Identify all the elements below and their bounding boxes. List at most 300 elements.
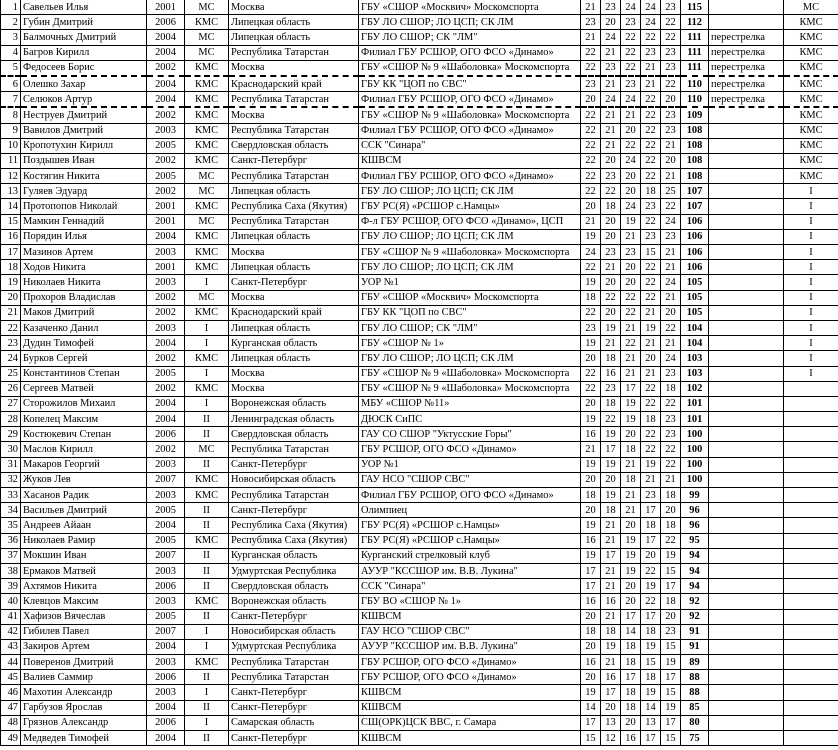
series-4-cell: 23 bbox=[641, 488, 661, 503]
table-row bbox=[1, 184, 838, 199]
sport-rank-cell: I bbox=[185, 624, 229, 639]
birth-year-cell: 2003 bbox=[147, 275, 185, 290]
series-1-cell: 17 bbox=[581, 579, 601, 594]
series-4-cell: 22 bbox=[641, 563, 661, 578]
organization-cell: ГБУ РСШОР, ОГО ФСО «Динамо» bbox=[359, 670, 581, 685]
total-score-cell: 94 bbox=[681, 563, 709, 578]
achieved-rank-cell bbox=[784, 488, 838, 503]
organization-cell: ГБУ РСШОР, ОГО ФСО «Динамо» bbox=[359, 655, 581, 670]
athlete-name-cell: Селюков Артур bbox=[21, 92, 147, 108]
series-1-cell: 18 bbox=[581, 624, 601, 639]
sport-rank-cell: КМС bbox=[185, 229, 229, 244]
place-cell: 44 bbox=[1, 655, 21, 670]
total-score-cell: 104 bbox=[681, 320, 709, 335]
place-cell: 25 bbox=[1, 366, 21, 381]
birth-year-cell: 2001 bbox=[147, 0, 185, 15]
series-2-cell: 21 bbox=[601, 518, 621, 533]
region-cell: Удмуртская Республика bbox=[229, 563, 359, 578]
birth-year-cell: 2006 bbox=[147, 427, 185, 442]
achieved-rank-cell bbox=[784, 396, 838, 411]
athlete-name-cell: Маков Дмитрий bbox=[21, 305, 147, 320]
note-cell bbox=[709, 472, 784, 487]
achieved-rank-cell: I bbox=[784, 214, 838, 229]
place-cell: 24 bbox=[1, 351, 21, 366]
series-5-cell: 25 bbox=[661, 184, 681, 199]
achieved-rank-cell: I bbox=[784, 366, 838, 381]
series-3-cell: 17 bbox=[621, 381, 641, 396]
series-1-cell: 20 bbox=[581, 396, 601, 411]
region-cell: Курганская область bbox=[229, 336, 359, 351]
place-cell: 42 bbox=[1, 624, 21, 639]
region-cell: Свердловская область bbox=[229, 579, 359, 594]
series-4-cell: 21 bbox=[641, 60, 661, 76]
series-4-cell: 20 bbox=[641, 548, 661, 563]
sport-rank-cell: II bbox=[185, 700, 229, 715]
note-cell bbox=[709, 396, 784, 411]
achieved-rank-cell: I bbox=[784, 305, 838, 320]
region-cell: Санкт-Петербург bbox=[229, 685, 359, 700]
series-3-cell: 21 bbox=[621, 320, 641, 335]
series-3-cell: 24 bbox=[621, 153, 641, 168]
series-4-cell: 22 bbox=[641, 92, 661, 108]
series-3-cell: 21 bbox=[621, 503, 641, 518]
achieved-rank-cell: I bbox=[784, 275, 838, 290]
series-5-cell: 15 bbox=[661, 731, 681, 746]
sport-rank-cell: I bbox=[185, 336, 229, 351]
table-row bbox=[1, 260, 838, 275]
series-4-cell: 22 bbox=[641, 169, 661, 184]
note-cell bbox=[709, 639, 784, 654]
athlete-name-cell: Федосеев Борис bbox=[21, 60, 147, 76]
note-cell bbox=[709, 503, 784, 518]
note-cell bbox=[709, 518, 784, 533]
birth-year-cell: 2003 bbox=[147, 123, 185, 138]
organization-cell: ГБУ КК "ЦОП по СВС" bbox=[359, 305, 581, 320]
achieved-rank-cell: I bbox=[784, 290, 838, 305]
series-3-cell: 19 bbox=[621, 533, 641, 548]
series-2-cell: 22 bbox=[601, 290, 621, 305]
total-score-cell: 107 bbox=[681, 199, 709, 214]
birth-year-cell: 2005 bbox=[147, 503, 185, 518]
note-cell bbox=[709, 594, 784, 609]
achieved-rank-cell bbox=[784, 731, 838, 746]
total-score-cell: 106 bbox=[681, 214, 709, 229]
athlete-name-cell: Костягин Никита bbox=[21, 169, 147, 184]
series-2-cell: 19 bbox=[601, 488, 621, 503]
series-5-cell: 21 bbox=[661, 169, 681, 184]
organization-cell: КШВСМ bbox=[359, 700, 581, 715]
series-3-cell: 19 bbox=[621, 396, 641, 411]
table-row bbox=[1, 715, 838, 730]
series-1-cell: 22 bbox=[581, 184, 601, 199]
series-4-cell: 23 bbox=[641, 229, 661, 244]
place-cell: 38 bbox=[1, 563, 21, 578]
series-4-cell: 21 bbox=[641, 76, 661, 92]
athlete-name-cell: Николаев Никита bbox=[21, 275, 147, 290]
note-cell: перестрелка bbox=[709, 45, 784, 60]
total-score-cell: 75 bbox=[681, 731, 709, 746]
series-2-cell: 21 bbox=[601, 123, 621, 138]
region-cell: Санкт-Петербург bbox=[229, 275, 359, 290]
note-cell bbox=[709, 199, 784, 214]
achieved-rank-cell: КМС bbox=[784, 30, 838, 45]
series-5-cell: 23 bbox=[661, 412, 681, 427]
series-4-cell: 22 bbox=[641, 123, 661, 138]
total-score-cell: 94 bbox=[681, 548, 709, 563]
table-row bbox=[1, 351, 838, 366]
sport-rank-cell: II bbox=[185, 457, 229, 472]
table-row bbox=[1, 290, 838, 305]
series-3-cell: 23 bbox=[621, 15, 641, 30]
sport-rank-cell: I bbox=[185, 685, 229, 700]
total-score-cell: 99 bbox=[681, 488, 709, 503]
total-score-cell: 110 bbox=[681, 92, 709, 108]
organization-cell: ГАУ СО СШОР "Уктусские Горы" bbox=[359, 427, 581, 442]
achieved-rank-cell: КМС bbox=[784, 15, 838, 30]
total-score-cell: 91 bbox=[681, 624, 709, 639]
place-cell: 13 bbox=[1, 184, 21, 199]
organization-cell: АУУР "КССШОР им. В.В. Лукина" bbox=[359, 563, 581, 578]
table-row bbox=[1, 320, 838, 335]
series-1-cell: 18 bbox=[581, 290, 601, 305]
table-row bbox=[1, 609, 838, 624]
series-4-cell: 24 bbox=[641, 0, 661, 15]
series-4-cell: 22 bbox=[641, 396, 661, 411]
organization-cell: Филиал ГБУ РСШОР, ОГО ФСО «Динамо» bbox=[359, 45, 581, 60]
series-4-cell: 18 bbox=[641, 670, 661, 685]
region-cell: Липецкая область bbox=[229, 15, 359, 30]
table-row bbox=[1, 427, 838, 442]
birth-year-cell: 2004 bbox=[147, 45, 185, 60]
series-1-cell: 21 bbox=[581, 442, 601, 457]
athlete-name-cell: Багров Кирилл bbox=[21, 45, 147, 60]
note-cell bbox=[709, 548, 784, 563]
organization-cell: Филиал ГБУ РСШОР, ОГО ФСО «Динамо» bbox=[359, 488, 581, 503]
series-5-cell: 22 bbox=[661, 76, 681, 92]
series-2-cell: 23 bbox=[601, 0, 621, 15]
series-2-cell: 22 bbox=[601, 412, 621, 427]
place-cell: 20 bbox=[1, 290, 21, 305]
series-5-cell: 20 bbox=[661, 92, 681, 108]
series-3-cell: 21 bbox=[621, 366, 641, 381]
achieved-rank-cell: I bbox=[784, 184, 838, 199]
table-row bbox=[1, 245, 838, 260]
series-5-cell: 19 bbox=[661, 655, 681, 670]
table-row bbox=[1, 229, 838, 244]
region-cell: Республика Татарстан bbox=[229, 214, 359, 229]
note-cell bbox=[709, 169, 784, 184]
region-cell: Республика Татарстан bbox=[229, 442, 359, 457]
organization-cell: ССК "Синара" bbox=[359, 138, 581, 153]
sport-rank-cell: МС bbox=[185, 442, 229, 457]
place-cell: 26 bbox=[1, 381, 21, 396]
athlete-name-cell: Губин Дмитрий bbox=[21, 15, 147, 30]
note-cell bbox=[709, 412, 784, 427]
region-cell: Липецкая область bbox=[229, 229, 359, 244]
table-row bbox=[1, 700, 838, 715]
series-1-cell: 20 bbox=[581, 639, 601, 654]
place-cell: 23 bbox=[1, 336, 21, 351]
region-cell: Республика Татарстан bbox=[229, 488, 359, 503]
series-1-cell: 16 bbox=[581, 427, 601, 442]
series-2-cell: 21 bbox=[601, 336, 621, 351]
athlete-name-cell: Бурков Сергей bbox=[21, 351, 147, 366]
series-2-cell: 17 bbox=[601, 442, 621, 457]
birth-year-cell: 2002 bbox=[147, 442, 185, 457]
region-cell: Москва bbox=[229, 107, 359, 123]
series-4-cell: 18 bbox=[641, 184, 661, 199]
achieved-rank-cell bbox=[784, 533, 838, 548]
birth-year-cell: 2004 bbox=[147, 336, 185, 351]
total-score-cell: 85 bbox=[681, 700, 709, 715]
note-cell bbox=[709, 685, 784, 700]
series-4-cell: 22 bbox=[641, 594, 661, 609]
place-cell: 9 bbox=[1, 123, 21, 138]
achieved-rank-cell bbox=[784, 624, 838, 639]
place-cell: 7 bbox=[1, 92, 21, 108]
series-4-cell: 23 bbox=[641, 45, 661, 60]
note-cell bbox=[709, 305, 784, 320]
series-4-cell: 23 bbox=[641, 199, 661, 214]
note-cell bbox=[709, 0, 784, 15]
table-row bbox=[1, 442, 838, 457]
sport-rank-cell: I bbox=[185, 366, 229, 381]
series-1-cell: 18 bbox=[581, 488, 601, 503]
athlete-name-cell: Сторожилов Михаил bbox=[21, 396, 147, 411]
birth-year-cell: 2002 bbox=[147, 153, 185, 168]
birth-year-cell: 2004 bbox=[147, 76, 185, 92]
series-3-cell: 20 bbox=[621, 123, 641, 138]
organization-cell: ГБУ ЛО СШОР; СК "ЛМ" bbox=[359, 30, 581, 45]
achieved-rank-cell: МС bbox=[784, 0, 838, 15]
achieved-rank-cell: КМС bbox=[784, 153, 838, 168]
note-cell bbox=[709, 731, 784, 746]
series-1-cell: 23 bbox=[581, 15, 601, 30]
achieved-rank-cell: I bbox=[784, 351, 838, 366]
region-cell: Республика Татарстан bbox=[229, 45, 359, 60]
sport-rank-cell: I bbox=[185, 396, 229, 411]
note-cell bbox=[709, 488, 784, 503]
total-score-cell: 110 bbox=[681, 76, 709, 92]
sport-rank-cell: КМС bbox=[185, 351, 229, 366]
note-cell bbox=[709, 229, 784, 244]
athlete-name-cell: Ходов Никита bbox=[21, 260, 147, 275]
birth-year-cell: 2002 bbox=[147, 381, 185, 396]
table-row bbox=[1, 123, 838, 138]
series-2-cell: 20 bbox=[601, 472, 621, 487]
table-row bbox=[1, 457, 838, 472]
series-2-cell: 16 bbox=[601, 594, 621, 609]
series-2-cell: 20 bbox=[601, 15, 621, 30]
birth-year-cell: 2007 bbox=[147, 548, 185, 563]
achieved-rank-cell bbox=[784, 427, 838, 442]
table-row bbox=[1, 594, 838, 609]
achieved-rank-cell: КМС bbox=[784, 76, 838, 92]
achieved-rank-cell bbox=[784, 503, 838, 518]
organization-cell: СШ(ОРК)ЦСК ВВС, г. Самара bbox=[359, 715, 581, 730]
organization-cell: Филиал ГБУ РСШОР, ОГО ФСО «Динамо» bbox=[359, 169, 581, 184]
achieved-rank-cell bbox=[784, 548, 838, 563]
organization-cell: ГАУ НСО "СШОР СВС" bbox=[359, 624, 581, 639]
series-1-cell: 20 bbox=[581, 199, 601, 214]
series-3-cell: 18 bbox=[621, 442, 641, 457]
note-cell bbox=[709, 563, 784, 578]
note-cell bbox=[709, 245, 784, 260]
athlete-name-cell: Жуков Лев bbox=[21, 472, 147, 487]
place-cell: 43 bbox=[1, 639, 21, 654]
series-3-cell: 22 bbox=[621, 45, 641, 60]
organization-cell: УОР №1 bbox=[359, 275, 581, 290]
region-cell: Воронежская область bbox=[229, 594, 359, 609]
table-row bbox=[1, 412, 838, 427]
series-5-cell: 23 bbox=[661, 624, 681, 639]
organization-cell: Филиал ГБУ РСШОР, ОГО ФСО «Динамо» bbox=[359, 92, 581, 108]
total-score-cell: 92 bbox=[681, 594, 709, 609]
series-1-cell: 22 bbox=[581, 107, 601, 123]
place-cell: 11 bbox=[1, 153, 21, 168]
achieved-rank-cell bbox=[784, 639, 838, 654]
region-cell: Республика Саха (Якутия) bbox=[229, 533, 359, 548]
table-row bbox=[1, 138, 838, 153]
place-cell: 10 bbox=[1, 138, 21, 153]
total-score-cell: 88 bbox=[681, 670, 709, 685]
athlete-name-cell: Порядин Илья bbox=[21, 229, 147, 244]
series-4-cell: 17 bbox=[641, 609, 661, 624]
series-5-cell: 17 bbox=[661, 579, 681, 594]
athlete-name-cell: Медведев Тимофей bbox=[21, 731, 147, 746]
series-2-cell: 18 bbox=[601, 396, 621, 411]
organization-cell: ГБУ ЛО СШОР; ЛО ЦСП; СК ЛМ bbox=[359, 260, 581, 275]
region-cell: Республика Татарстан bbox=[229, 123, 359, 138]
series-4-cell: 22 bbox=[641, 275, 661, 290]
series-2-cell: 20 bbox=[601, 275, 621, 290]
note-cell bbox=[709, 184, 784, 199]
achieved-rank-cell: КМС bbox=[784, 107, 838, 123]
organization-cell: ГБУ РС(Я) «РСШОР с.Намцы» bbox=[359, 199, 581, 214]
note-cell bbox=[709, 700, 784, 715]
place-cell: 46 bbox=[1, 685, 21, 700]
achieved-rank-cell bbox=[784, 700, 838, 715]
achieved-rank-cell: КМС bbox=[784, 138, 838, 153]
note-cell bbox=[709, 609, 784, 624]
region-cell: Москва bbox=[229, 366, 359, 381]
note-cell bbox=[709, 15, 784, 30]
athlete-name-cell: Кропотухин Кирилл bbox=[21, 138, 147, 153]
table-row bbox=[1, 92, 838, 108]
series-2-cell: 21 bbox=[601, 45, 621, 60]
total-score-cell: 111 bbox=[681, 45, 709, 60]
series-2-cell: 20 bbox=[601, 153, 621, 168]
total-score-cell: 95 bbox=[681, 533, 709, 548]
table-row bbox=[1, 153, 838, 168]
series-3-cell: 21 bbox=[621, 488, 641, 503]
region-cell: Санкт-Петербург bbox=[229, 503, 359, 518]
athlete-name-cell: Клевцов Максим bbox=[21, 594, 147, 609]
series-5-cell: 23 bbox=[661, 60, 681, 76]
series-1-cell: 19 bbox=[581, 548, 601, 563]
note-cell bbox=[709, 533, 784, 548]
sport-rank-cell: КМС bbox=[185, 472, 229, 487]
note-cell bbox=[709, 275, 784, 290]
series-5-cell: 17 bbox=[661, 670, 681, 685]
achieved-rank-cell: I bbox=[784, 245, 838, 260]
series-4-cell: 15 bbox=[641, 245, 661, 260]
place-cell: 48 bbox=[1, 715, 21, 730]
series-3-cell: 20 bbox=[621, 579, 641, 594]
series-1-cell: 24 bbox=[581, 245, 601, 260]
organization-cell: ГБУ «СШОР № 9 «Шаболовка» Москомспорта bbox=[359, 381, 581, 396]
series-2-cell: 18 bbox=[601, 351, 621, 366]
region-cell: Липецкая область bbox=[229, 320, 359, 335]
total-score-cell: 103 bbox=[681, 366, 709, 381]
organization-cell: ГАУ НСО "СШОР СВС" bbox=[359, 472, 581, 487]
athlete-name-cell: Олешко Захар bbox=[21, 76, 147, 92]
athlete-name-cell: Казаченко Данил bbox=[21, 320, 147, 335]
sport-rank-cell: II bbox=[185, 563, 229, 578]
organization-cell: Филиал ГБУ РСШОР, ОГО ФСО «Динамо» bbox=[359, 123, 581, 138]
place-cell: 40 bbox=[1, 594, 21, 609]
series-2-cell: 24 bbox=[601, 30, 621, 45]
series-1-cell: 23 bbox=[581, 320, 601, 335]
total-score-cell: 100 bbox=[681, 457, 709, 472]
series-2-cell: 18 bbox=[601, 199, 621, 214]
series-5-cell: 22 bbox=[661, 15, 681, 30]
athlete-name-cell: Закиров Артем bbox=[21, 639, 147, 654]
series-2-cell: 19 bbox=[601, 639, 621, 654]
birth-year-cell: 2001 bbox=[147, 214, 185, 229]
region-cell: Республика Саха (Якутия) bbox=[229, 199, 359, 214]
series-5-cell: 23 bbox=[661, 123, 681, 138]
total-score-cell: 106 bbox=[681, 260, 709, 275]
table-row bbox=[1, 579, 838, 594]
note-cell bbox=[709, 655, 784, 670]
series-2-cell: 23 bbox=[601, 381, 621, 396]
series-2-cell: 21 bbox=[601, 655, 621, 670]
organization-cell: ГБУ «СШОР № 9 «Шаболовка» Москомспорта bbox=[359, 366, 581, 381]
table-row bbox=[1, 214, 838, 229]
birth-year-cell: 2002 bbox=[147, 60, 185, 76]
series-3-cell: 19 bbox=[621, 563, 641, 578]
sport-rank-cell: КМС bbox=[185, 488, 229, 503]
birth-year-cell: 2005 bbox=[147, 169, 185, 184]
table-row bbox=[1, 472, 838, 487]
place-cell: 15 bbox=[1, 214, 21, 229]
organization-cell: ГБУ «СШОР № 9 «Шаболовка» Москомспорта bbox=[359, 107, 581, 123]
series-4-cell: 19 bbox=[641, 457, 661, 472]
series-4-cell: 19 bbox=[641, 320, 661, 335]
series-1-cell: 22 bbox=[581, 138, 601, 153]
series-3-cell: 21 bbox=[621, 351, 641, 366]
achieved-rank-cell bbox=[784, 518, 838, 533]
table-row bbox=[1, 30, 838, 45]
total-score-cell: 109 bbox=[681, 107, 709, 123]
note-cell bbox=[709, 138, 784, 153]
sport-rank-cell: КМС bbox=[185, 260, 229, 275]
series-2-cell: 21 bbox=[601, 609, 621, 624]
region-cell: Липецкая область bbox=[229, 30, 359, 45]
total-score-cell: 80 bbox=[681, 715, 709, 730]
series-5-cell: 21 bbox=[661, 245, 681, 260]
birth-year-cell: 2002 bbox=[147, 107, 185, 123]
sport-rank-cell: КМС bbox=[185, 594, 229, 609]
series-4-cell: 14 bbox=[641, 700, 661, 715]
series-2-cell: 24 bbox=[601, 92, 621, 108]
series-4-cell: 17 bbox=[641, 533, 661, 548]
table-row bbox=[1, 670, 838, 685]
series-5-cell: 23 bbox=[661, 45, 681, 60]
table-row bbox=[1, 685, 838, 700]
table-row bbox=[1, 15, 838, 30]
